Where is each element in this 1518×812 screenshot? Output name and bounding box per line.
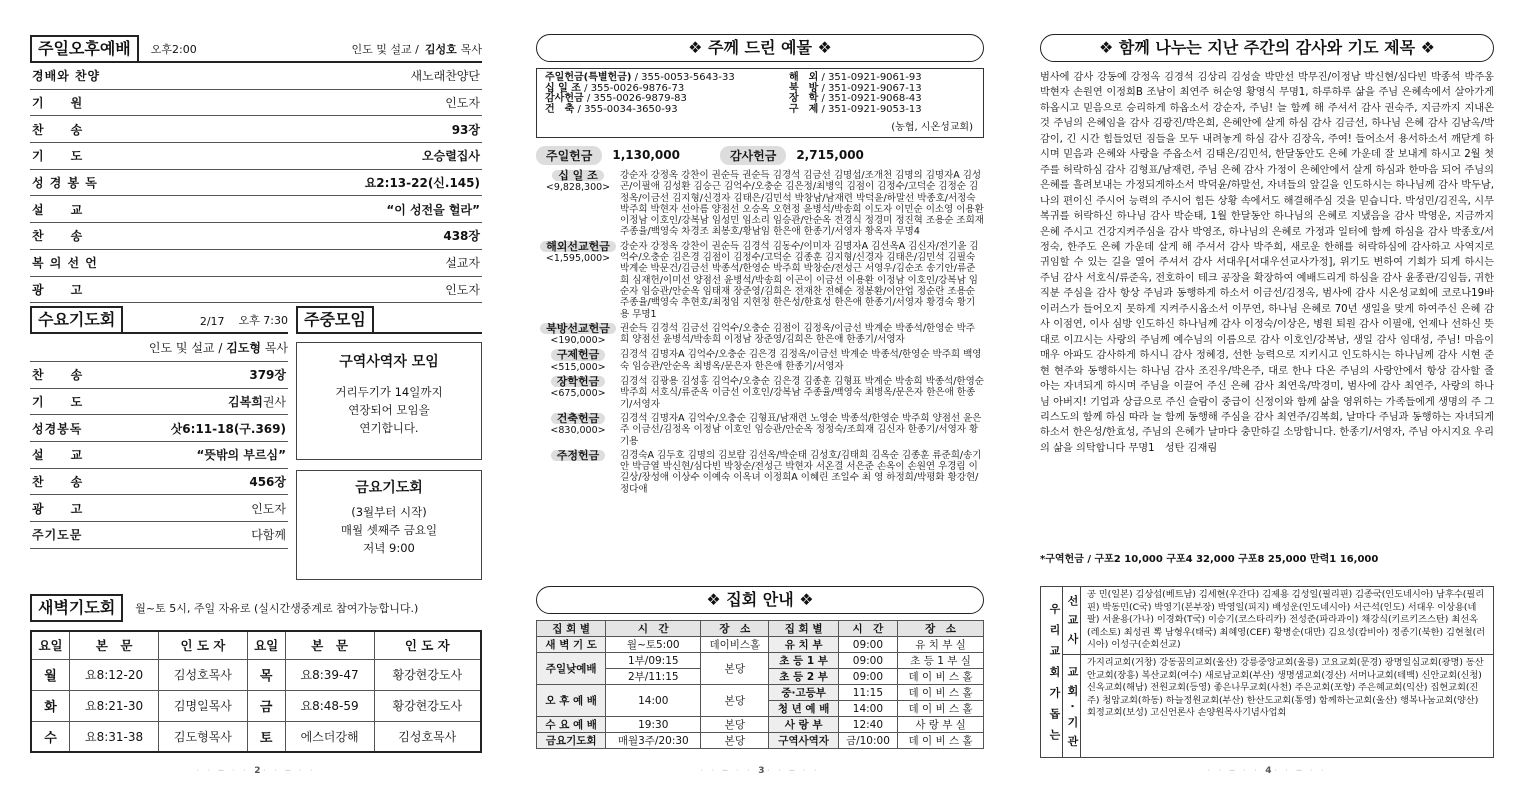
- friday-prayer-box: [296, 470, 482, 580]
- friday-prayer-title: 금요기도회: [355, 480, 423, 496]
- order-label: 기 도: [32, 149, 84, 164]
- friday-prayer-note-2: 매월 셋째주 금요일: [340, 523, 438, 537]
- meeting-place: 본당: [701, 717, 769, 733]
- dawn-cell: 김도형목사: [159, 721, 248, 752]
- support-box: [1040, 586, 1494, 758]
- dawn-cell: 금: [247, 690, 285, 721]
- meeting-row: [537, 717, 984, 733]
- meeting-name: 청 년 예 배: [769, 701, 838, 717]
- meeting-name: 중·고등부: [769, 685, 838, 701]
- meeting-place: 본당: [701, 685, 769, 717]
- order-label: 기 도: [32, 395, 84, 410]
- page-number-3: 3: [758, 766, 765, 776]
- missionary-list: 공 민(일본) 김상섭(베트남) 김세현(우간다) 김제용 김성일(필리핀) 김종국(인도네시아) 남후수(필리핀) 박동민(C국) 박영기(본부장) 박영일(피지) 배성운(인도네시아) 서근석(인도) 서대우 이상용(네팔) 서윤용(가나) 이경화(T국) 이승기(코스타리카) 전성준(파라과이) 채강식(키르키즈스탄) 최선옥(레소토) 최성권 뽁 남형우(태국) 최혜영(CEF) 황병순(대만) 김요성(캄비아) 정종기(북한) 김현철(러시아) 이성구(순회선교): [1081, 587, 1493, 655]
- thanks-offering-label: 감사헌금: [720, 146, 786, 165]
- offering-label: 주정헌금: [551, 450, 606, 461]
- page-number-4: 4: [1265, 766, 1272, 776]
- account-label: 건 축: [545, 103, 575, 115]
- order-value-suffix: 권사: [262, 395, 286, 410]
- page-3: [536, 0, 984, 812]
- sunday-leader-name: 김성호: [424, 43, 457, 56]
- meeting-place: 유 치 부 실: [898, 637, 984, 653]
- bank-note: (농협, 시온성교회): [891, 122, 973, 134]
- order-label: 설 교: [32, 448, 84, 463]
- sunday-order-row: [30, 223, 482, 250]
- order-value: 다함께: [251, 528, 286, 543]
- dawn-cell: 요8:12-20: [70, 659, 159, 690]
- order-value: 93장: [451, 122, 480, 137]
- meeting-time: 11:15: [838, 685, 897, 701]
- offering-label: 건축헌금: [551, 413, 606, 424]
- account-number: 355-0026-9879-83: [593, 93, 687, 105]
- sunday-order-row: [30, 250, 482, 277]
- meeting-time: [606, 685, 701, 717]
- dawn-header-cell: 요일: [247, 631, 285, 659]
- cell-leader-note-2: 연장되어 모임을: [348, 403, 430, 417]
- account-row: [545, 105, 785, 116]
- friday-prayer-note-3: 저녁 9:00: [363, 541, 415, 555]
- meeting-name: 금요기도회: [537, 733, 606, 749]
- offering-row: [536, 413, 984, 447]
- page-3-footer: · · ─ · · 3 · · ─ · ·: [700, 766, 820, 776]
- order-label: 광 고: [32, 282, 84, 297]
- order-label: 찬 송: [32, 368, 84, 383]
- meeting-name: 초 등 2 부: [769, 669, 838, 685]
- account-separator: /: [631, 72, 642, 83]
- wednesday-header: [30, 306, 288, 334]
- dawn-cell: 김성호목사: [159, 659, 248, 690]
- meeting-time: 09:00: [838, 637, 897, 653]
- account-label: 구 제: [789, 103, 819, 115]
- meeting-time-value: 매월3주/20:30: [617, 735, 689, 747]
- meeting-name: 새 벽 기 도: [537, 637, 606, 653]
- order-value-wrap: [251, 526, 286, 543]
- meeting-time-value: 1부/09:15: [627, 655, 679, 667]
- account-separator: /: [818, 82, 829, 94]
- offering-label: 북방선교헌금: [540, 323, 616, 334]
- sunday-order-row: [30, 116, 482, 143]
- dawn-header-cell: 인 도 자: [374, 631, 481, 659]
- account-number: 355-0053-5643-33: [641, 72, 735, 83]
- meeting-place: 본당: [701, 653, 769, 685]
- wednesday-time: 오후 7:30: [238, 314, 288, 327]
- dawn-cell: 황강현강도사: [374, 659, 481, 690]
- prayer-title: ❖ 함께 나누는 지난 주간의 감사와 기도 제목 ❖: [1040, 34, 1494, 62]
- order-label: 찬 송: [32, 475, 84, 490]
- offering-row: [536, 450, 984, 495]
- missionary-label: 선교사: [1063, 587, 1080, 655]
- order-value: 379장: [249, 368, 286, 383]
- meeting-time: [606, 733, 701, 749]
- account-separator: /: [583, 93, 594, 105]
- meeting-name: 유 치 부: [769, 637, 838, 653]
- weekday-header: [296, 306, 482, 334]
- sunday-leader-title: 목사: [460, 43, 482, 56]
- dawn-header-cell: 본 문: [285, 631, 374, 659]
- meeting-time: 금/10:00: [838, 733, 897, 749]
- meeting-row: [537, 733, 984, 749]
- meeting-guide: [536, 586, 984, 749]
- offering-label-block: [536, 349, 620, 373]
- church-list: 가지리교회(거창) 강동꿈의교회(울산) 강릉중앙교회(울릉) 고요교회(문경) 광명일심교회(광명) 동산안교회(장흥) 복산교회(여수) 새로남교회(부산) 생명샘교회(경산) 서머나교회(테백) 신안교회(신청) 신옥교회(해남) 전원교회(등영) 좋은나무교회(사천) 주은교회(포항) 주은혜교회(익산) 집현교회(진주) 청암교회(하동) 하늘정원교회(부산) 한산도교회(통영) 함께하는교회(울산) 행복나눔교회(양산) 회정교회(보성) 고신언론사 손양원목사기념사업회: [1087, 657, 1484, 719]
- meeting-table: [536, 620, 984, 749]
- page-2-footer: · · ─ · · 2 · · ─ · ·: [196, 766, 316, 776]
- dawn-cell: 황강현강도사: [374, 690, 481, 721]
- offering-names: 강순자 강정옥 강찬이 권순득 권순득 김경석 김금선 김명섭/조개천 김명의 김명자A 김성곤/이필애 김성환 김승근 김억수/오충순 김은정/최병익 김점이 김정수/고덕순 김정순 김정옥/이금선 김지형/신경자 김태은/김민석 박창남/남재련 박덕윤/하말선 박종호/서정숙 박주희 박현자 선아름 양점선 오승옥 오현정 윤병석/박송희 이도자 이민순 이소영 이용환 이정남 이호인/강복남 임성민 임소리 임승관/안순옥 전경식 정경미 정진혁 조용순 조희재 주종율/백영숙 차경조 최봉호/황남임 한은애 한종기/서영자 황옥자 무명4: [620, 170, 984, 238]
- sunday-offering-amount: 1,130,000: [612, 148, 680, 162]
- dawn-note: 월~토 5시, 주일 자유로 (실시간생중계로 참여가능합니다.): [135, 602, 419, 615]
- order-label: 광 고: [32, 501, 84, 516]
- dawn-header-cell: 인 도 자: [159, 631, 248, 659]
- wednesday-date: 2/17: [199, 315, 225, 328]
- order-value-wrap: [228, 393, 286, 410]
- order-value-wrap: [251, 500, 286, 517]
- weekday-title: 주중모임: [296, 306, 374, 332]
- cell-leader-note-1: 거리두기가 14일까지: [335, 385, 443, 399]
- sunday-order-row: [30, 170, 482, 197]
- order-value: 삿6:11-18(구.369): [170, 421, 286, 436]
- account-separator: /: [818, 103, 829, 115]
- page-4-footer: · · ─ · · 4 · · ─ · ·: [1207, 766, 1327, 776]
- meeting-guide-title: ❖ 집회 안내 ❖: [536, 586, 984, 614]
- meeting-time: [606, 717, 701, 733]
- offering-names: 김경숙A 김두호 김명의 김보람 김선옥/박순태 김성호/김태희 김옥순 김종훈 류준희/송기안 박금열 박신현/심다빈 박창순/전성근 박현자 서온결 서은준 손옥이 손원연 우경림 이길상/장성애 이상수 이예숙 이옥녀 이정희A 이혜린 조일수 최 영 하정희/박평화 황강현/정다애: [620, 449, 982, 495]
- order-value: “뜻밖의 부르심”: [196, 448, 286, 463]
- sunday-offering-label: 주일헌금: [536, 146, 602, 165]
- sunday-order-row: [30, 63, 482, 90]
- offerings-title: ❖ 주께 드린 예물 ❖: [536, 34, 984, 62]
- offering-label-block: [536, 413, 620, 447]
- dawn-row: [31, 690, 481, 721]
- account-number: 355-0026-9876-73: [590, 82, 685, 94]
- order-value: 438장: [443, 229, 480, 244]
- offering-row: [536, 349, 984, 373]
- offering-label-block: [536, 450, 620, 495]
- account-label: 감사헌금: [545, 93, 584, 105]
- friday-prayer-note-1: (3월부터 시작): [351, 505, 427, 519]
- wednesday-order-row: [30, 442, 288, 469]
- wednesday-leader-prefix: 인도 및 설교 /: [148, 341, 223, 355]
- dawn-header-cell: 본 문: [70, 631, 159, 659]
- meeting-time: [606, 653, 701, 685]
- wednesday-order-row: [30, 469, 288, 496]
- offering-label: 해외선교헌금: [540, 241, 616, 252]
- offering-totals: [536, 146, 984, 164]
- offering-row: [536, 323, 984, 347]
- offering-names: 김경석 김광용 김성홍 김억수/오충순 김은경 김종훈 김형표 박계순 박송희 박종석/한영순 박주희 서호식/류준옥 이금선 이호인/강복남 주종율/백영숙 최병옥/문은자 한은애 한종기/서영자: [620, 376, 984, 410]
- meeting-name: 구역사역자: [769, 733, 838, 749]
- sunday-order-row: [30, 277, 482, 304]
- sunday-order-row: [30, 196, 482, 223]
- offering-list: [536, 170, 984, 495]
- account-number: 351-0921-9053-13: [828, 103, 922, 115]
- wednesday-section: [30, 306, 288, 549]
- meeting-name: 수 요 예 배: [537, 717, 606, 733]
- order-label: 경배와 찬양: [32, 69, 101, 84]
- offering-amount: <190,000>: [550, 335, 606, 347]
- sunday-order-row: [30, 143, 482, 170]
- dawn-cell: 김명일목사: [159, 690, 248, 721]
- cell-leader-note-3: 연기합니다.: [359, 421, 419, 435]
- meeting-name: 오 후 예 배: [537, 685, 606, 717]
- order-value-wrap: [171, 420, 286, 437]
- sunday-order-row: [30, 90, 482, 117]
- page-number-2: 2: [254, 766, 261, 776]
- church-label: 교회·기관: [1066, 665, 1079, 755]
- dawn-schedule-table: [30, 630, 482, 753]
- order-value: 인도자: [251, 501, 286, 516]
- order-value-wrap: [249, 473, 286, 490]
- wednesday-order-list: [30, 362, 288, 549]
- dawn-title: 새벽기도회: [30, 594, 123, 622]
- meeting-header-cell: 집 회 별: [769, 621, 838, 637]
- meeting-header-cell: 시 간: [606, 621, 701, 637]
- wednesday-order-row: [30, 495, 288, 522]
- meeting-header-cell: 집 회 별: [537, 621, 606, 637]
- offering-names: 김경석 김명자A 김억수/오충순 김형표/남재련 노영순 박종석/한영순 박주희 양점선 윤은주 이금선/김정옥 이정남 이호인 임승관/안순옥 정정숙/조희재 김신자 한종기/서영자 황기용: [620, 412, 982, 447]
- offering-label-block: [536, 323, 620, 347]
- order-label: 복 의 선 언: [32, 256, 98, 271]
- cell-leader-meeting-title: 구역사역자 모임: [339, 354, 439, 370]
- meeting-time: 09:00: [838, 669, 897, 685]
- dawn-header-cell: 요일: [31, 631, 70, 659]
- meeting-row: [537, 653, 984, 669]
- account-number: 351-0921-9061-93: [828, 72, 922, 83]
- meeting-name: 주일낮예배: [537, 653, 606, 685]
- offering-names: 김경석 김명자A 김억수/오충순 김은경 김정옥/이금선 박계순 박종석/한영순 박주희 백영숙 임승관/안순옥 최병옥/문은자 한은애 한종기/서영자: [620, 349, 982, 372]
- account-separator: /: [574, 103, 585, 115]
- meeting-time: [606, 637, 701, 653]
- wednesday-order-row: [30, 389, 288, 416]
- order-value: 새노래찬양단: [410, 69, 480, 84]
- order-label: 찬 송: [32, 229, 84, 244]
- meeting-place: 데 이 비 스 홀: [898, 701, 984, 717]
- account-separator: /: [818, 93, 829, 105]
- order-value: 456장: [249, 475, 286, 490]
- dawn-cell: 토: [247, 721, 285, 752]
- sunday-order-list: [30, 63, 482, 303]
- meeting-time: 09:00: [838, 653, 897, 669]
- meeting-place: 데 이 비 스 홀: [898, 733, 984, 749]
- dawn-cell: 화: [31, 690, 70, 721]
- offering-row: [536, 241, 984, 320]
- order-value: 설교자: [445, 256, 480, 271]
- dawn-header-row: [31, 631, 481, 659]
- cell-offering-line: *구역헌금 / 구포2 10,000 구포4 32,000 구포8 25,000 만력1 16,000: [1040, 554, 1379, 565]
- offering-amount: <515,000>: [550, 361, 606, 373]
- meeting-place: 데 이 비 스 홀: [898, 669, 984, 685]
- order-value: 오승렬집사: [422, 149, 480, 164]
- dawn-row: [31, 659, 481, 690]
- dawn-prayer-section: [30, 596, 482, 753]
- page-2: [30, 0, 482, 812]
- sunday-afternoon-header: [30, 35, 482, 63]
- account-label: 북 방: [789, 82, 819, 94]
- order-value: 인도자: [445, 96, 480, 111]
- offering-names: 권순득 김경석 김금선 김억수/오충순 김점이 김정옥/이금선 박계순 박종석/한영순 박주희 양점선 윤병석/박송희 이정남 장준영/김희은 한은애 한종기/서영자: [620, 322, 975, 346]
- wednesday-leader-title: 목사: [264, 341, 288, 355]
- account-label: 장 학: [789, 93, 819, 105]
- sunday-afternoon-time: 오후2:00: [150, 43, 197, 56]
- dawn-cell: 월: [31, 659, 70, 690]
- account-separator: /: [580, 82, 591, 94]
- offering-label-block: [536, 170, 620, 238]
- offering-label-block: [536, 241, 620, 320]
- order-value-wrap: [249, 366, 286, 383]
- dawn-cell: 요8:48-59: [285, 690, 374, 721]
- dawn-cell: 김성호목사: [374, 721, 481, 752]
- prayer-body: 범사에 감사 강동예 강정옥 김경석 김상리 김성술 박만선 박무진/이정남 박신현/심다빈 박종석 박주옹 박현자 손원연 이정희B 조남이 최연주 허순영 황영식 무명1, 하루하루 삶을 주님 은혜속에서 살아가게 하옵시고 믿음으로 승리하게 하옵소서 강순자, 주님! 늘 함께 해 주셔서 감사 권숙주, 지금까지 지내온 것 주님의 은혜임을 감사 김광진/박은희, 은혜안에 살게 하심 감사 김금선, 하나님 은혜 감사 김남옥/박감이, 긴 시간 힘들었던 짐들을 모두 내려놓게 하심 감사 김장옥, 주여! 들어소서 용서하소서 깨닫게 하시며 믿음과 은혜와 사랑을 주옵소서 김태은/김민석, 한달동안도 은혜 가운데 잘 보내게 하시고 2월 첫주를 허락하심 감사 김형표/남재련, 주님 은혜 감사 가정이 은혜안에서 살게 하심과 한마음 되어 주님의 은혜를 흘려보내는 가정되게하소서 박덕윤/하말선, 자녀들의 앞길을 인도하시는 하나님께 감사 박두남, 나의 편이신 주시어 능력의 주시어 힘든 상황 속에서도 해결해주심 것을 믿습니다. 박성민/김진옥, 시무 복귀를 허락하신 하나님 감사 박순태, 1월 한달동안 하나님의 은혜로 지냈음을 감사 박영운, 지금까지 은혜 주시고 건강지켜주심을 감사 박영조, 하나님의 은혜로 가정과 일터에 함께 하심을 감사 박종호/서정숙, 한주도 은혜 가운데 살게 해 주셔서 감사 박주희, 새로운 한해를 허락하심에 감사하고 사역지로 귀임할 수 있는 길을 열어 주셔서 감사 서대우[서대우선교사가정], 위기도 변하여 기회가 되게 하시는 주님 감사 서호식/류준옥, 전호하이 테크 공장을 확장하여 예배드리게 하심을 감사 윤종관/김임듬, 귀한 직분 주심을 감사 항상 주님과 동행하게 하소서 이금선/김정옥, 범사에 감사 시온성교회에 코로나19바이러스가 들어오지 못하게 지켜주시옵소서 이무연, 하나님 은혜로 70년 생일을 맞게 하여주신 은혜 감사 이점연, 이사 심방 인도하신 하나님께 감사 이정숙/이상은, 병원 퇴원 감사 이필애, 언제나 선하신 뜻대로 이끄시는 사랑의 주님께 예수님의 이름으로 감사 이호인/강복남, 생일 감사 임대성, 주님! 마음이 매우 아파도 감사하게 하시니 감사 정혜경, 선한 능력으로 지키시고 인도하시는 하나님께 감사 시현 준현 현주와 동행하시는 하나님 감사 조진우/박은주, 대로 한나 다온 주님의 사랑안에서 항상 감사할 줄 아는 자녀되게 하시며 주님을 이끌어 주신 은혜 감사 최연욱/박경미, 범사에 감사 최연주, 사랑의 하나님 아버지! 기업과 상급으로 주신 슬람이 중급이 신정이와 함께 삶을 영위하는 가족들에게 생명의 주 그리스도의 함께 하심 따라 늘 함께 동행해 주심을 감사 최연주/김복희, 날마다 주님과 동행하는 자녀되게 하소서 한은성/한효성, 주님의 은혜가 날마다 충만하길 소망합니다. 한종기/서영자, 주님 아시지요 우리의 삶을 의탁합니다 무명1 성탄 김재림: [1040, 72, 1494, 454]
- offering-label: 십 일 조: [552, 170, 604, 181]
- meeting-place: 사 랑 부 실: [898, 717, 984, 733]
- weekday-meetings: [296, 306, 482, 576]
- meeting-header-cell: 장 소: [701, 621, 769, 637]
- meeting-place: 본당: [701, 733, 769, 749]
- order-value: 김복희: [228, 395, 263, 410]
- order-label: 성 경 봉 독: [32, 176, 98, 191]
- offering-label: 구제헌금: [551, 349, 606, 360]
- account-number: 351-0921-9068-43: [828, 93, 922, 105]
- order-label: 주기도문: [32, 528, 83, 543]
- order-label: 성경봉독: [32, 421, 83, 436]
- order-label: 설 교: [32, 202, 84, 217]
- meeting-name: 초 등 1 부: [769, 653, 838, 669]
- dawn-cell: 요8:31-38: [70, 721, 159, 752]
- account-separator: /: [818, 72, 829, 83]
- order-label: 기 원: [32, 96, 84, 111]
- account-number: 355-0034-3650-93: [584, 103, 678, 115]
- dawn-row: [31, 721, 481, 752]
- order-label: 찬 송: [32, 122, 84, 137]
- account-box: [536, 68, 984, 138]
- meeting-header-cell: 시 간: [838, 621, 897, 637]
- page-4: [1040, 0, 1494, 812]
- offering-amount: <675,000>: [550, 388, 606, 400]
- meeting-row: [537, 637, 984, 653]
- wednesday-order-row: [30, 415, 288, 442]
- sunday-leader-prefix: 인도 및 설교 /: [351, 43, 419, 56]
- sunday-afternoon-title: 주일오후예배: [30, 35, 139, 61]
- meeting-name: 사 랑 부: [769, 717, 838, 733]
- dawn-cell: 요8:39-47: [285, 659, 374, 690]
- meeting-header-cell: 장 소: [898, 621, 984, 637]
- dawn-cell: 에스더강해: [285, 721, 374, 752]
- order-value: 요2:13-22(신.145): [364, 176, 480, 191]
- support-side-label: 우리교회가돕는: [1041, 587, 1063, 757]
- order-value: 인도자: [445, 282, 480, 297]
- order-value: “이 성전을 헐라”: [386, 202, 480, 217]
- wednesday-order-row: [30, 522, 288, 549]
- offering-amount: <1,595,000>: [545, 253, 611, 265]
- dawn-cell: 목: [247, 659, 285, 690]
- dawn-cell: 수: [31, 721, 70, 752]
- dawn-header: [30, 596, 482, 622]
- offering-amount: <9,828,300>: [545, 182, 611, 194]
- offering-names: 강순자 강정옥 강찬이 권순득 김경석 김동수/이미자 김명자A 김선옥A 김신자/전기윤 김억수/오충순 김은경 김점이 김정수/고덕순 김종훈 김지형/신경자 김태은/김민석 김필숙 박계순 박문건/김금선 박종석/한영순 박주희 박창순/전성근 서영우/김순조 송기안/류준희 심재헌/이미선 양점선 윤병석/박송희 이곤이 이금선 이용환 이정남 이호인/강복남 임순자 임승관/안순옥 임태재 장준영/김희은 전재찬 전혜순 정봉환/이안업 정순란 조용순 주종율/백영숙 추현호/최정임 지현정 한은성/한효성 한은애 한종기/서영자 황경숙 황기용 무명1: [620, 240, 979, 320]
- thanks-offering-amount: 2,715,000: [796, 148, 864, 162]
- wednesday-leader-line: [30, 334, 288, 362]
- meeting-row: [537, 685, 984, 701]
- cell-leader-meeting-box: [296, 342, 482, 460]
- order-value-wrap: [196, 446, 286, 463]
- wednesday-title: 수요기도회: [30, 306, 123, 332]
- account-number: 351-0921-9067-13: [828, 82, 922, 94]
- meeting-time-value: 14:00: [638, 694, 669, 707]
- offering-row: [536, 170, 984, 238]
- meeting-place: 데 이 비 스 홀: [898, 685, 984, 701]
- meeting-place: 초 등 1 부 실: [898, 653, 984, 669]
- account-label: 십 일 조: [545, 82, 581, 94]
- offering-label-block: [536, 376, 620, 410]
- meeting-place: 데이비스홀: [701, 637, 769, 653]
- meeting-time: 14:00: [838, 701, 897, 717]
- account-label: 해 외: [789, 72, 819, 83]
- meeting-time-value-2: 2부/11:15: [606, 668, 700, 684]
- meeting-time: 12:40: [838, 717, 897, 733]
- account-row: [789, 105, 979, 116]
- offering-amount: <830,000>: [550, 425, 606, 437]
- wednesday-order-row: [30, 362, 288, 389]
- offering-row: [536, 376, 984, 410]
- meeting-time-value: 월~토5:00: [626, 639, 680, 651]
- meeting-time-value: 19:30: [638, 718, 669, 731]
- account-label: 주일헌금(특별헌금): [545, 72, 632, 83]
- meeting-header-row: [537, 621, 984, 637]
- offering-label: 장학헌금: [551, 376, 606, 387]
- wednesday-leader-name: 김도형: [226, 341, 261, 355]
- dawn-cell: 요8:21-30: [70, 690, 159, 721]
